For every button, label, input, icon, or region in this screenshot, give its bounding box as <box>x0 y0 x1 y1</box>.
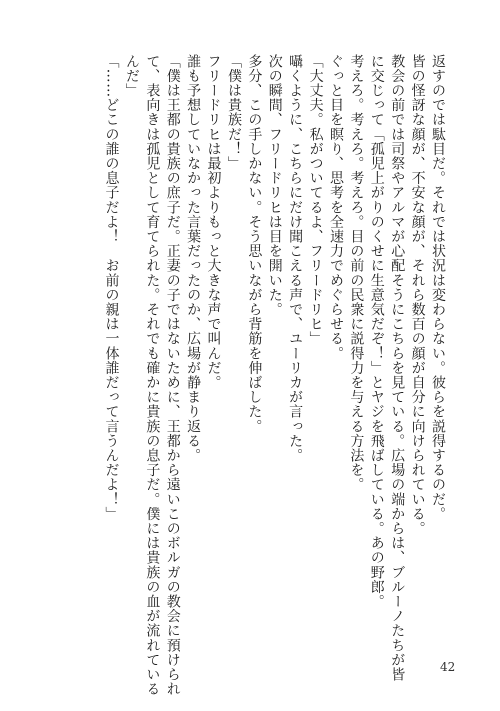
text-line: 誰も予想していなかった言葉だったのか、広場が静まり返る。 <box>185 54 202 463</box>
text-line: 囁くように、こちらにだけ聞こえる声で、ユーリカが言った。 <box>287 54 304 463</box>
text-line: 考えろ。考えろ。考えろ。目の前の民衆に説得力を与える方法を。 <box>348 54 365 492</box>
text-line: ぐっと目を瞑り、思考を全速力でめぐらせる。 <box>327 54 344 361</box>
text-line: 多分、この手しかない。そう思いながら背筋を伸ばした。 <box>246 54 263 434</box>
page-number: 42 <box>440 660 456 674</box>
text-line: て、表向きは孤児として育てられた。それでも確かに貴族の息子だ。僕には貴族の血が流れている <box>144 54 161 697</box>
text-line: 次の瞬間、フリードリヒは目を開いた。 <box>266 54 283 317</box>
text-line: 皆の怪訝な顔が、不安な顔が、それら数百の顔が自分に向けられている。 <box>409 54 426 536</box>
text-line: 「……どこの誰の息子だよ！ お前の親は一体誰だって言うんだよ！」 <box>103 54 120 522</box>
text-line: んだ」 <box>123 54 140 98</box>
text-line: 教会の前では司祭やアルマが心配そうにこちらを見ている。広場の端からは、ブルーノたちが皆 <box>389 54 406 682</box>
text-line: フリードリヒは最初よりもっと大きな声で叫んだ。 <box>205 54 222 390</box>
text-line: に交じって「孤児上がりのくせに生意気だぞ！」とヤジを飛ばしている。あの野郎。 <box>368 54 385 609</box>
text-line: 「大丈夫。私がついてるよ、フリードリヒ」 <box>307 54 324 346</box>
text-line: 返すのでは駄目だ。それでは状況は変わらない。彼らを説得するのだ。 <box>430 54 446 522</box>
text-line: 「僕は貴族だ！」 <box>225 54 242 171</box>
text-line: 「僕は王都の貴族の庶子だ。正妻の子ではないために、王都から遠いこのボルガの教会に預けられ <box>164 54 181 697</box>
